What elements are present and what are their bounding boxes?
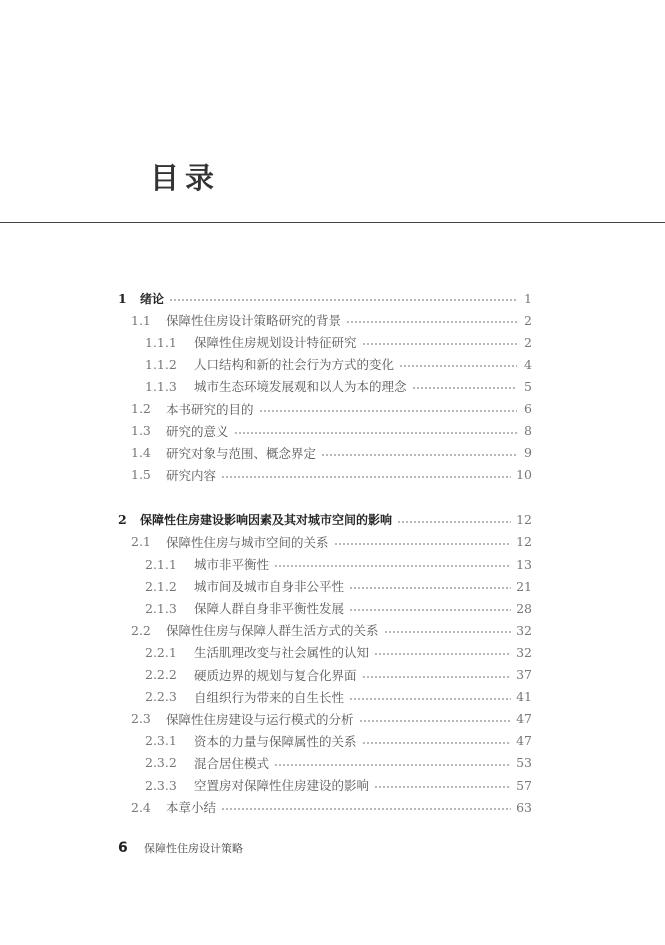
toc-entry-page: 4 [524,356,532,372]
toc-entry-page: 12 [516,534,532,550]
dot-leader [346,310,517,330]
toc-entry[interactable] [145,354,532,374]
toc-entry[interactable] [131,421,532,441]
toc-entry[interactable] [145,642,532,662]
page-title: 目录 [150,161,221,195]
dot-leader [169,288,517,308]
dot-leader [321,443,517,463]
toc-entry-page: 9 [524,445,532,461]
dot-leader [259,399,517,419]
dot-leader [374,775,511,795]
toc-entry-title: 硬质边界的规划与复合化界面 [194,667,357,683]
toc-entry[interactable] [145,775,532,795]
toc-entry-title: 空置房对保障性住房建设的影响 [194,778,370,793]
toc-entry-title: 保障性住房与城市空间的关系 [166,534,329,550]
toc-entry[interactable] [145,376,532,396]
toc-entry[interactable] [131,399,532,419]
toc-entry[interactable] [145,332,532,352]
toc-entry-number: 1.1.2 [145,356,177,372]
toc-entry[interactable] [131,620,532,640]
toc-entry-title: 研究对象与范围、概念界定 [166,445,317,461]
toc-entry-page: 37 [516,667,532,682]
toc-entry-page: 2 [524,334,532,350]
toc-entry-page: 53 [516,755,532,771]
toc-entry[interactable] [145,598,532,618]
title-divider [0,222,665,223]
toc-entry-title: 城市非平衡性 [194,557,270,572]
toc-entry[interactable] [145,687,532,707]
toc-entry-title: 资本的力量与保障属性的关系 [194,733,357,749]
toc-entry[interactable] [145,753,532,773]
toc-entry[interactable] [145,554,532,574]
toc-entry-title: 保障性住房建设影响因素及其对城市空间的影响 [140,513,393,528]
toc-entry-page: 57 [516,777,532,793]
toc-entry-number: 1 [118,290,127,306]
dot-leader [397,510,511,530]
toc-entry-number: 2.1.2 [145,578,177,594]
toc-entry-number: 2.2.1 [145,644,177,660]
toc-entry-page: 10 [516,467,532,483]
toc-entry[interactable] [131,443,532,463]
dot-leader [221,797,511,817]
toc-entry[interactable] [131,797,532,817]
toc-entry[interactable] [131,532,532,552]
toc-entry-number: 2.2.3 [145,689,177,705]
toc-entry-title: 人口结构和新的社会行为方式的变化 [194,357,395,373]
dot-leader [384,620,512,640]
toc-entry-number: 1.3 [131,423,151,439]
dot-leader [274,554,511,574]
footer-book-title: 保障性住房设计策略 [144,842,243,855]
toc-entry-title: 本章小结 [166,800,217,816]
toc-entry-title: 保障人群自身非平衡性发展 [194,601,345,617]
toc-entry-title: 保障性住房建设与运行模式的分析 [166,711,354,727]
toc-entry[interactable] [118,288,532,308]
toc-entry-page: 41 [516,689,532,705]
toc-entry-title: 保障性住房规划设计特征研究 [194,335,357,351]
toc-entry[interactable] [145,665,532,685]
toc-entry-number: 2.3.2 [145,755,177,771]
dot-leader [362,332,517,352]
toc-entry-title: 城市间及城市自身非公平性 [194,579,345,595]
toc-entry-title: 保障性住房设计策略研究的背景 [166,313,342,329]
toc-entry-number: 1.1 [131,312,151,328]
toc-entry[interactable] [131,310,532,330]
dot-leader [412,376,517,396]
toc-entry-number: 2.1.3 [145,600,177,616]
toc-entry-page: 2 [524,312,532,328]
toc-entry-number: 1.5 [131,467,151,483]
toc-entry-number: 2.3.3 [145,777,177,793]
toc-entry-number: 1.2 [131,401,151,416]
toc-entry-title: 绪论 [140,291,165,306]
footer-page-number: 6 [118,840,128,856]
toc-entry-title: 保障性住房与保障人群生活方式的关系 [166,623,379,639]
toc-entry-page: 21 [516,578,532,594]
dot-leader [334,532,512,552]
toc-entry-page: 32 [516,644,532,660]
dot-leader [234,421,517,441]
toc-entry-number: 2.1 [131,534,151,550]
toc-entry-number: 2.2.2 [145,667,177,682]
toc-entry-page: 5 [524,378,532,394]
dot-leader [362,665,512,685]
toc-entry-number: 2 [118,512,127,528]
dot-leader [221,465,511,485]
toc-entry-page: 47 [516,733,532,749]
toc-entry-page: 13 [516,556,532,572]
dot-leader [349,598,511,618]
toc-entry-page: 63 [516,799,532,815]
toc-entry-number: 1.4 [131,445,151,461]
toc-entry-number: 1.1.3 [145,378,177,394]
toc-entry[interactable] [145,576,532,596]
toc-entry[interactable] [131,465,532,485]
toc-entry-number: 2.3 [131,711,151,727]
toc-entry-page: 28 [516,600,532,616]
dot-leader [349,687,511,707]
toc-entry-title: 混合居住模式 [194,755,270,771]
dot-leader [362,731,512,751]
toc-entry-number: 2.2 [131,622,151,638]
toc-entry-page: 12 [516,512,532,528]
toc-entry[interactable] [145,731,532,751]
dot-leader [374,642,511,662]
toc-entry[interactable] [131,709,532,729]
toc-entry-number: 1.1.1 [145,334,177,350]
toc-entry-page: 32 [516,622,532,638]
dot-leader [349,576,511,596]
toc-entry-number: 2.4 [131,799,151,815]
dot-leader [274,753,511,773]
toc-entry-number: 2.3.1 [145,733,177,749]
toc-entry-title: 本书研究的目的 [166,401,254,417]
toc-entry-title: 城市生态环境发展观和以人为本的理念 [194,379,407,395]
toc-entry-title: 研究内容 [166,467,217,483]
toc-entry-number: 2.1.1 [145,556,177,572]
toc-entry-page: 8 [524,423,532,439]
toc-entry-page: 47 [516,711,532,727]
toc-entry-title: 自组织行为带来的自生长性 [194,689,345,705]
toc-entry-title: 生活肌理改变与社会属性的认知 [194,645,370,661]
page-footer [118,840,243,856]
toc-entry-page: 6 [524,401,532,416]
dot-leader [359,709,512,729]
toc-entry-title: 研究的意义 [166,423,229,439]
toc-entry[interactable] [118,510,532,530]
toc-entry-page: 1 [524,290,532,306]
dot-leader [399,354,517,374]
